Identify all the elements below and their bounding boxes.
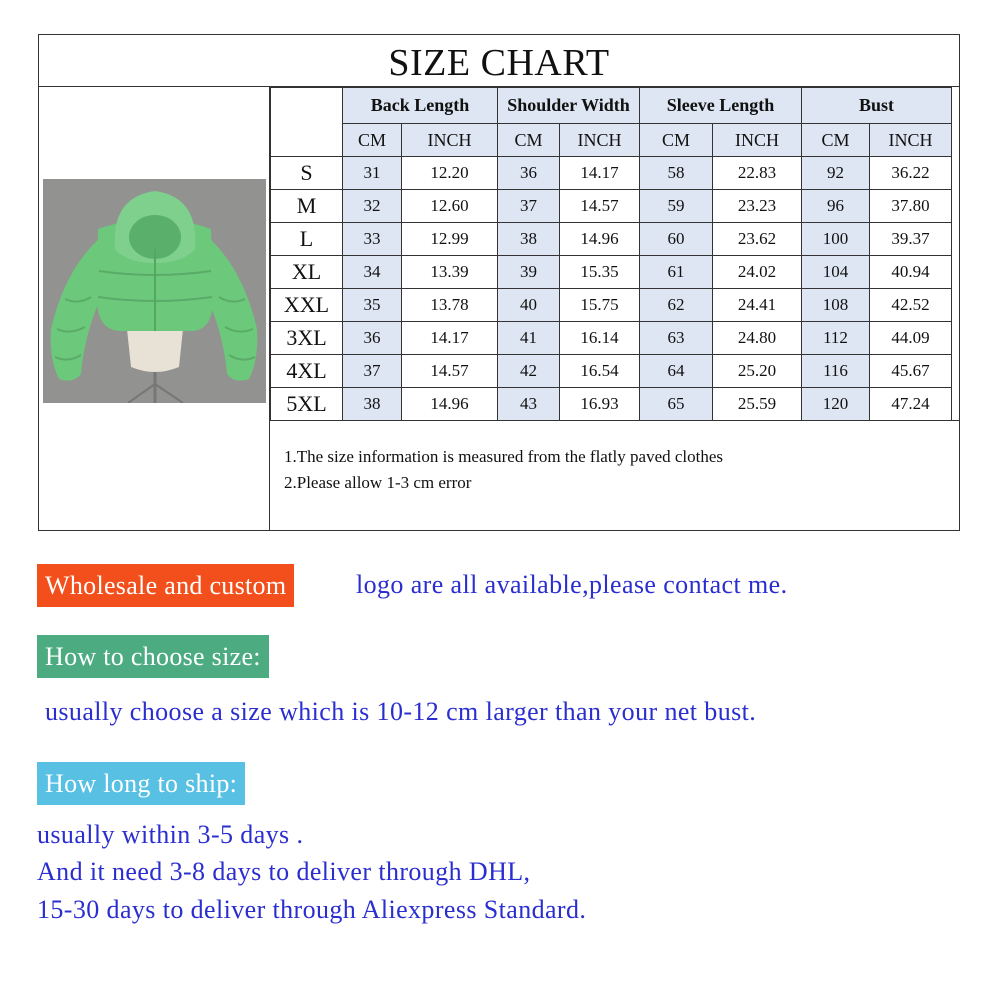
table-cell: 47.24 — [870, 388, 952, 421]
size-label: 4XL — [271, 355, 343, 388]
size-header-blank — [271, 88, 343, 157]
table-cell: 42 — [498, 355, 560, 388]
table-cell: 116 — [802, 355, 870, 388]
table-cell: 23.62 — [713, 223, 802, 256]
size-chart — [38, 34, 960, 531]
ship-line-2: And it need 3-8 days to deliver through DHL, — [37, 857, 531, 886]
size-label: 5XL — [271, 388, 343, 421]
table-cell: 39.37 — [870, 223, 952, 256]
size-label: L — [271, 223, 343, 256]
unit-header: CM — [640, 124, 713, 157]
table-cell: 60 — [640, 223, 713, 256]
table-cell: 104 — [802, 256, 870, 289]
table-cell: 16.54 — [560, 355, 640, 388]
table-cell: 43 — [498, 388, 560, 421]
notes — [270, 420, 960, 530]
group-back-length: Back Length — [343, 88, 498, 124]
unit-header: CM — [343, 124, 402, 157]
table-cell: 41 — [498, 322, 560, 355]
table-cell: 24.80 — [713, 322, 802, 355]
table-cell: 58 — [640, 157, 713, 190]
table-cell: 37.80 — [870, 190, 952, 223]
table-row — [271, 388, 952, 421]
note-measure: 1.The size information is measured from the flatly paved clothes — [284, 447, 724, 466]
table-cell: 36 — [498, 157, 560, 190]
table-cell: 108 — [802, 289, 870, 322]
wholesale-text: logo are all available,please contact me. — [356, 570, 788, 599]
table-cell: 22.83 — [713, 157, 802, 190]
table-cell: 45.67 — [870, 355, 952, 388]
table-row — [271, 190, 952, 223]
table-cell: 12.60 — [402, 190, 498, 223]
group-sleeve-length: Sleeve Length — [640, 88, 802, 124]
table-cell: 13.78 — [402, 289, 498, 322]
table-cell: 62 — [640, 289, 713, 322]
size-label: M — [271, 190, 343, 223]
table-cell: 23.23 — [713, 190, 802, 223]
table-cell: 32 — [343, 190, 402, 223]
table-cell: 14.17 — [402, 322, 498, 355]
unit-header: CM — [498, 124, 560, 157]
unit-header: INCH — [713, 124, 802, 157]
choose-size-text: usually choose a size which is 10-12 cm larger than your net bust. — [45, 697, 757, 726]
table-cell: 40.94 — [870, 256, 952, 289]
unit-header: CM — [802, 124, 870, 157]
table-cell: 15.75 — [560, 289, 640, 322]
table-cell: 31 — [343, 157, 402, 190]
ship-line-3: 15-30 days to deliver through Aliexpress Standard. — [37, 895, 587, 924]
table-cell: 16.14 — [560, 322, 640, 355]
table-cell: 24.02 — [713, 256, 802, 289]
product-image-cell — [39, 87, 270, 530]
table-cell: 65 — [640, 388, 713, 421]
unit-header: INCH — [402, 124, 498, 157]
ship-tag: How long to ship: — [37, 762, 245, 805]
table-cell: 14.17 — [560, 157, 640, 190]
table-cell: 12.99 — [402, 223, 498, 256]
table-cell: 64 — [640, 355, 713, 388]
table-row — [271, 289, 952, 322]
table-cell: 13.39 — [402, 256, 498, 289]
size-label: XL — [271, 256, 343, 289]
table-cell: 14.57 — [560, 190, 640, 223]
note-error: 2.Please allow 1-3 cm error — [284, 473, 472, 492]
size-table — [270, 87, 952, 421]
table-cell: 120 — [802, 388, 870, 421]
table-cell: 36 — [343, 322, 402, 355]
table-cell: 96 — [802, 190, 870, 223]
table-cell: 40 — [498, 289, 560, 322]
table-cell: 12.20 — [402, 157, 498, 190]
table-cell: 44.09 — [870, 322, 952, 355]
product-image — [43, 179, 266, 403]
table-cell: 36.22 — [870, 157, 952, 190]
unit-header: INCH — [870, 124, 952, 157]
table-cell: 39 — [498, 256, 560, 289]
ship-line-1: usually within 3-5 days . — [37, 820, 304, 849]
table-cell: 14.96 — [402, 388, 498, 421]
unit-header: INCH — [560, 124, 640, 157]
wholesale-tag: Wholesale and custom — [37, 564, 294, 607]
table-row — [271, 256, 952, 289]
group-shoulder-width: Shoulder Width — [498, 88, 640, 124]
table-cell: 61 — [640, 256, 713, 289]
table-row — [271, 355, 952, 388]
size-label: 3XL — [271, 322, 343, 355]
table-cell: 112 — [802, 322, 870, 355]
table-cell: 14.57 — [402, 355, 498, 388]
choose-size-tag: How to choose size: — [37, 635, 269, 678]
table-cell: 42.52 — [870, 289, 952, 322]
table-cell: 37 — [343, 355, 402, 388]
table-cell: 37 — [498, 190, 560, 223]
table-cell: 14.96 — [560, 223, 640, 256]
table-cell: 34 — [343, 256, 402, 289]
table-cell: 63 — [640, 322, 713, 355]
table-cell: 24.41 — [713, 289, 802, 322]
table-cell: 92 — [802, 157, 870, 190]
table-cell: 38 — [343, 388, 402, 421]
size-rows — [271, 157, 952, 421]
table-cell: 100 — [802, 223, 870, 256]
table-row — [271, 157, 952, 190]
table-cell: 35 — [343, 289, 402, 322]
table-cell: 33 — [343, 223, 402, 256]
chart-title: SIZE CHART — [39, 35, 959, 87]
table-cell: 59 — [640, 190, 713, 223]
table-cell: 25.59 — [713, 388, 802, 421]
table-cell: 15.35 — [560, 256, 640, 289]
table-cell: 25.20 — [713, 355, 802, 388]
table-cell: 38 — [498, 223, 560, 256]
group-bust: Bust — [802, 88, 952, 124]
table-row — [271, 223, 952, 256]
table-cell: 16.93 — [560, 388, 640, 421]
size-label: XXL — [271, 289, 343, 322]
table-row — [271, 322, 952, 355]
size-label: S — [271, 157, 343, 190]
